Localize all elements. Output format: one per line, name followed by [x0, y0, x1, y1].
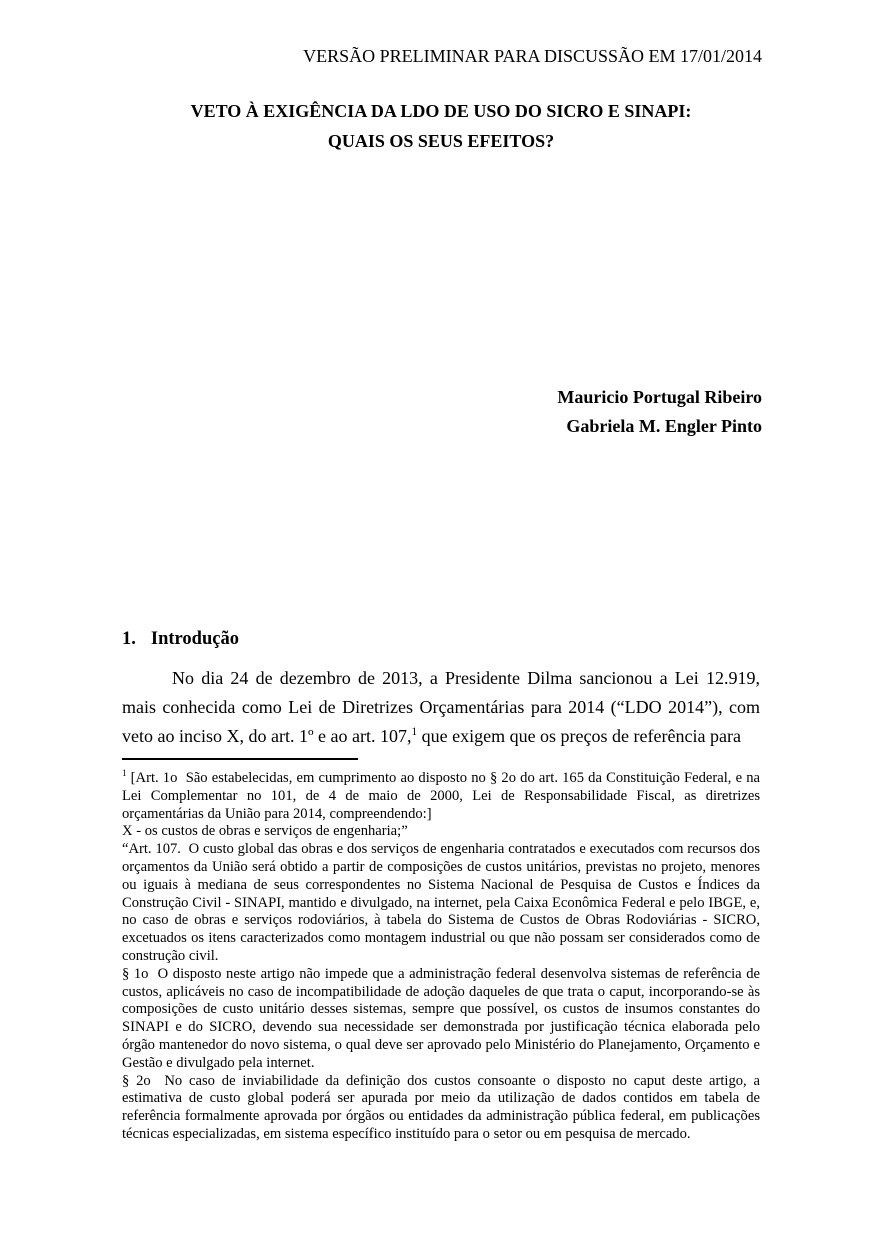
footnote-text: [Art. 1o São estabelecidas, em cumprimento ao disposto no § 2o do art. 165 da Constituição Federal, e na Lei Complementar no 101, de 4 de maio de 2000, Lei de Responsabilidade Fiscal, as diretrizes orçamentárias da União para 2014, compreendendo:] [122, 770, 764, 822]
intro-paragraph-text: No dia 24 de dezembro de 2013, a Presidente Dilma sancionou a Lei 12.919, mais conhecida como Lei de Diretrizes Orçamentárias para 2014 (“LDO 2014”), com veto ao inciso X, do art. 1º e ao art. 107, [122, 668, 760, 746]
footnote-marker: 1 [122, 768, 127, 779]
footnote-block [122, 768, 764, 1144]
footnote-paragraph: § 1o O disposto neste artigo não impede que a administração federal desenvolva sistemas de referência de custos, aplicáveis no caso de incompatibilidade de adoção daqueles de que trata o caput, incorporando-se às composições de custo unitário desses sistemas, sempre que possível, os custos de insumos constantes do SINAPI e do SICRO, devendo sua necessidade ser demonstrada por justificação técnica elaborada pelo órgão mantenedor do novo sistema, o qual deve ser aprovado pelo Ministério do Planejamento, Orçamento e Gestão e divulgado pela internet. [122, 965, 764, 1071]
document-title [122, 96, 760, 156]
footnote-paragraph: § 2o No caso de inviabilidade da definição dos custos consoante o disposto no caput deste artigo, a estimativa de custo global poderá ser apurada por meio da utilização de dados contidos em tabela de referência formalmente aprovada por órgãos ou entidades da administração pública federal, em publicações técnicas especializadas, em sistema específico instituído para o setor ou em pesquisa de mercado. [122, 1072, 764, 1142]
document-title-line1: VETO À EXIGÊNCIA DA LDO DE USO DO SICRO E SINAPI: [190, 101, 692, 121]
footnote-reference: 1 [411, 726, 418, 738]
author-name: Mauricio Portugal Ribeiro [557, 387, 762, 407]
document-title-line2: QUAIS OS SEUS EFEITOS? [327, 131, 555, 151]
intro-paragraph [122, 664, 760, 751]
section-title: Introdução [150, 629, 239, 649]
version-header: VERSÃO PRELIMINAR PARA DISCUSSÃO EM 17/01/2014 [303, 46, 762, 66]
footnote-paragraph: “Art. 107. O custo global das obras e dos serviços de engenharia contratados e executados com recursos dos orçamentos da União será obtido a partir de composições de custos unitários, previstas no projeto, menores ou iguais à mediana de seus correspondentes no Sistema Nacional de Pesquisa de Custos e Índices da Construção Civil - SINAPI, mantido e divulgado, na internet, pela Caixa Econômica Federal e pelo IBGE, e, no caso de obras e serviços rodoviários, à tabela do Sistema de Custos de Obras Rodoviárias - SICRO, excetuados os itens caracterizados como montagem industrial ou que não possam ser considerados como de construção civil. [122, 841, 764, 964]
section-heading [122, 627, 239, 651]
footnote-separator [122, 758, 358, 760]
section-number: 1. [122, 629, 136, 649]
footnote-paragraph [122, 768, 764, 823]
intro-paragraph-text: que exigem que os preços de referência para [417, 726, 741, 746]
authors-block [122, 383, 762, 441]
author-name: Gabriela M. Engler Pinto [566, 416, 762, 436]
footnote-paragraph: X - os custos de obras e serviços de engenharia;” [122, 823, 408, 840]
